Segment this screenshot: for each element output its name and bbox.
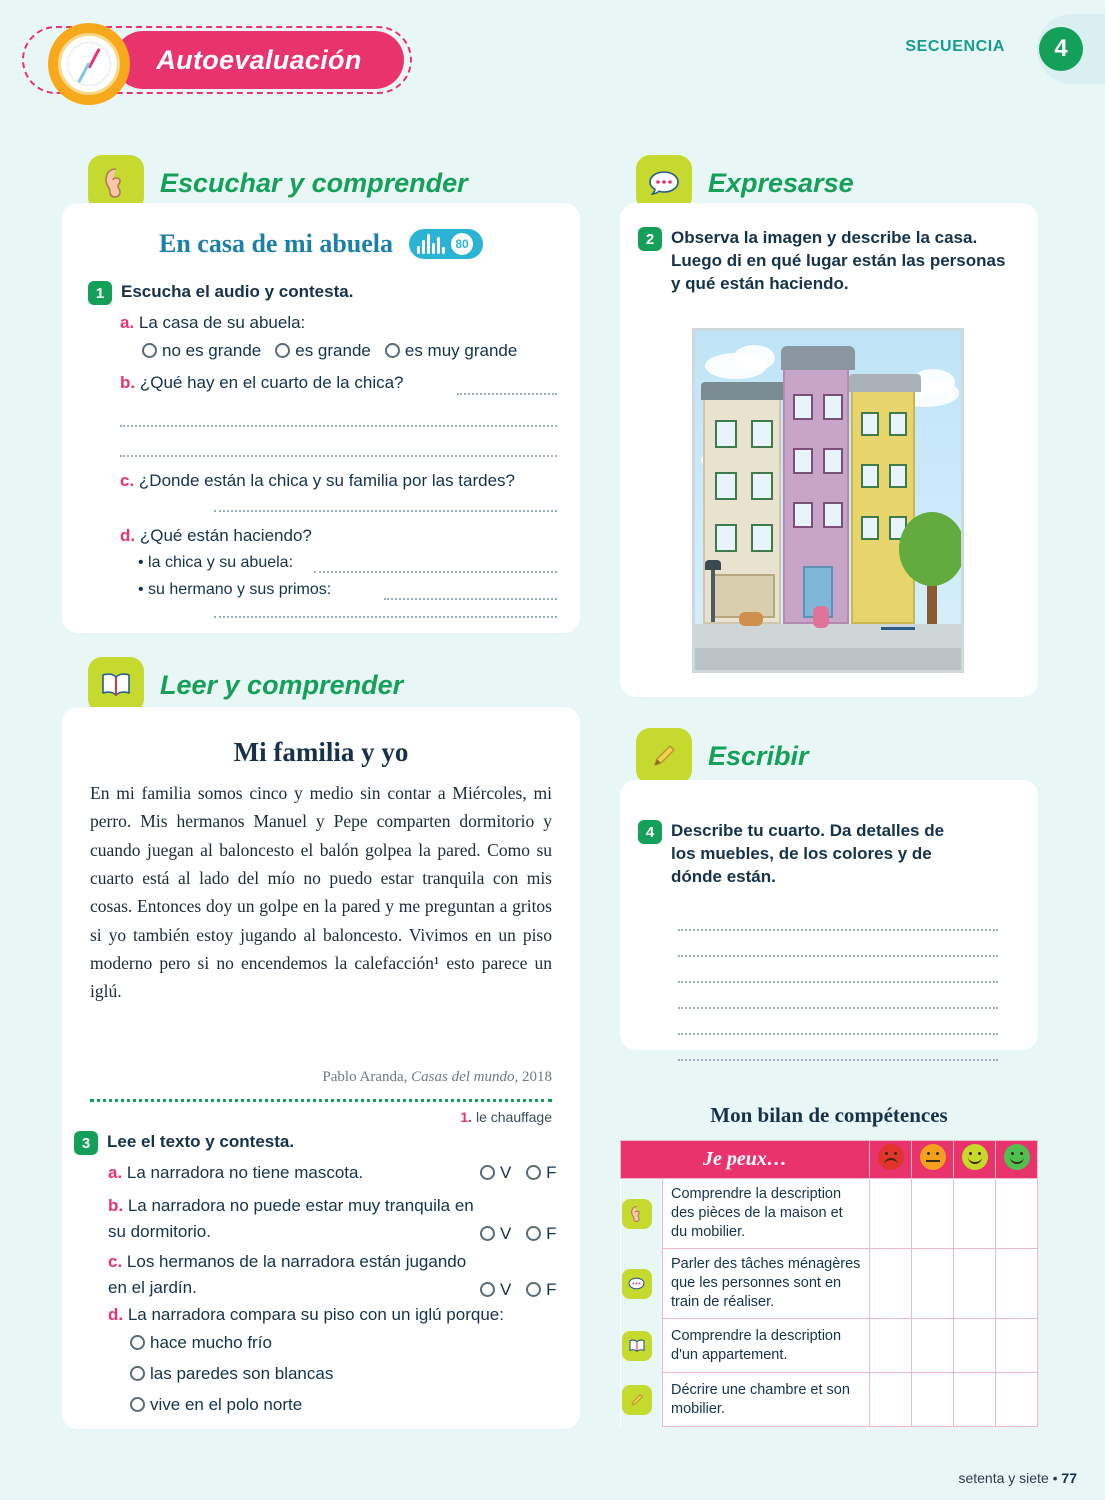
bilan-cell-2-2[interactable] [912,1249,954,1319]
bilan-row-2 [621,1249,1038,1319]
listening-item-d-sub2: • su hermano y sus primos: [138,581,332,598]
pedestrian-figure [813,606,829,628]
page-footer [958,1470,1077,1486]
autoevaluacion-badge [22,26,412,94]
speaking-instruction: Observa la imagen y describe la casa. Luego di en qué lugar están las personas y qué están haciendo. [671,228,1006,293]
face-happy-icon [1004,1144,1030,1170]
speech-bubble-icon-small [622,1269,652,1299]
pencil-icon [636,728,692,784]
option-polo-norte[interactable]: vive en el polo norte [130,1395,302,1415]
writing-line-2[interactable] [678,931,998,957]
vf-a[interactable]: V F [480,1163,556,1183]
compass-dial [58,33,120,95]
listening-item-d-sub1: • la chica y su abuela: [138,554,294,571]
bilan-cell-3-1[interactable] [870,1319,912,1373]
reading-source-author: Pablo Aranda, [322,1069,408,1085]
autoevaluacion-label: Autoevaluación [114,31,404,89]
reading-letter-b: b. [108,1196,124,1215]
section-title-speaking: Expresarse [708,167,854,198]
option-es-muy-grande[interactable]: es muy grande [385,341,517,361]
radio-es-grande[interactable] [275,343,290,358]
bilan-title: Mon bilan de compétences [710,1103,948,1127]
reading-instruction: Lee el texto y contesta. [107,1132,295,1151]
writing-instruction: Describe tu cuarto. Da detalles de los muebles, de los colores y de dónde están. [671,821,945,886]
reading-separator [90,1099,552,1102]
sequence-badge [905,14,1105,84]
bilan-row-4-label: Décrire une chambre et son mobilier. [663,1373,870,1427]
listening-item-b-text: ¿Qué hay en el cuarto de la chica? [139,373,404,392]
radio-hace-mucho-frio[interactable] [130,1335,145,1350]
bilan-table [620,1140,1038,1427]
face-neutral-happy-icon [962,1144,988,1170]
section-title-writing: Escribir [708,740,809,771]
street-lamp-head [705,560,721,570]
speaking-card [620,203,1038,697]
option-hace-mucho-frio[interactable]: hace mucho frío [130,1333,272,1353]
reading-letter-c: c. [108,1252,123,1271]
audio-track-number: 80 [451,233,473,255]
writing-line-4[interactable] [678,983,998,1009]
bilan-row-1 [621,1179,1038,1249]
bilan-cell-4-3[interactable] [954,1373,996,1427]
face-neutral-sad-icon [920,1144,946,1170]
writing-line-5[interactable] [678,1009,998,1035]
cloud-2 [733,345,775,371]
radio-b-v[interactable] [480,1226,495,1241]
pencil-icon-small [622,1385,652,1415]
writing-line-6[interactable] [678,1035,998,1061]
radio-polo-norte[interactable] [130,1397,145,1412]
illustration-road [695,648,961,670]
roof-middle [781,346,855,370]
reading-letter-a: a. [108,1163,123,1182]
option-paredes-blancas[interactable]: las paredes son blancas [130,1364,333,1384]
radio-a-f[interactable] [526,1165,541,1180]
bilan-cell-3-2[interactable] [912,1319,954,1373]
item-letter-c: c. [120,471,135,490]
bilan-header-row [621,1141,1038,1179]
bilan-face-happy[interactable] [996,1141,1038,1179]
bilan-cell-1-3[interactable] [954,1179,996,1249]
radio-c-v[interactable] [480,1282,495,1297]
apartment-building-illustration [692,328,964,673]
exercise-number-1: 1 [88,281,112,305]
answer-line-d3[interactable] [214,616,557,618]
bilan-cell-4-1[interactable] [870,1373,912,1427]
vf-c[interactable]: V F [480,1280,556,1300]
reading-footnote [90,1109,552,1125]
listening-instruction: Escucha el audio y contesta. [121,282,354,301]
reading-letter-d: d. [108,1305,124,1324]
roof-left [701,382,787,400]
reading-source [90,1069,552,1086]
exercise-number-2: 2 [638,227,662,251]
listening-item-a-text: La casa de su abuela: [138,313,306,332]
bilan-row-2-label: Parler des tâches ménagères que les personnes sont en train de réaliser. [663,1249,870,1319]
bilan-row-4 [621,1373,1038,1427]
footnote-number: 1. [460,1109,473,1125]
bilan-row-3-icon [621,1319,663,1373]
bilan-cell-1-4[interactable] [996,1179,1038,1249]
item-letter-d: d. [120,526,136,545]
compass-ticks [67,42,111,86]
ear-icon-small [622,1199,652,1229]
bilan-cell-3-4[interactable] [996,1319,1038,1373]
audio-waveform-icon [417,234,445,254]
radio-c-f[interactable] [526,1282,541,1297]
writing-line-3[interactable] [678,957,998,983]
item-letter-b: b. [120,373,136,392]
reading-card [62,707,580,1429]
building-middle [783,366,849,624]
bicycle-figure [881,608,915,630]
bilan-row-3 [621,1319,1038,1373]
writing-line-1[interactable] [678,905,998,931]
answer-line-b1[interactable] [457,393,557,395]
sequence-number: 4 [1039,27,1083,71]
tree-foliage [899,512,964,586]
dog-figure [739,612,763,626]
reading-question-a: La narradora no tiene mascota. [126,1163,364,1182]
listening-activity-title: En casa de mi abuela [158,229,394,258]
footnote-text: le chauffage [475,1109,552,1125]
reading-source-year: , 2018 [514,1069,552,1085]
page-number: 77 [1061,1470,1077,1486]
open-book-icon-small [622,1331,652,1361]
answer-line-d2[interactable] [384,598,557,600]
option-no-es-grande[interactable]: no es grande [142,341,261,361]
radio-no-es-grande[interactable] [142,343,157,358]
section-title-listening: Escuchar y comprender [160,167,468,198]
answer-line-b3[interactable] [120,455,557,457]
reading-question-d: La narradora compara su piso con un iglú porque: [127,1305,504,1324]
bilan-row-1-label: Comprendre la description des pièces de la maison et du mobilier. [663,1179,870,1249]
writing-answer-lines[interactable] [678,905,998,1061]
reading-body-text: En mi familia somos cinco y medio sin contar a Miércoles, mi perro. Mis hermanos Manuel y Pepe comparten dormitorio y cuando juegan al baloncesto el balón golpea la pared. Como su cuarto está al lado del mío no puedo estar tranquila con mis cosas. Entonces doy un golpe en la pared y me preguntan a gritos si yo también estoy jugando al baloncesto. Vivimos en un piso moderno pero si no encendemos la calefacción¹ esto parece un iglú. [90,783,552,1002]
reading-text-title: Mi familia y yo [233,737,409,767]
compass-icon [48,23,130,105]
bilan-cell-2-1[interactable] [870,1249,912,1319]
bilan-row-1-icon [621,1179,663,1249]
listening-item-d-text: ¿Qué están haciendo? [139,526,312,545]
answer-line-b2[interactable] [120,425,557,427]
bilan-face-neutral-sad[interactable] [912,1141,954,1179]
page-footer-text: setenta y siete • [958,1470,1058,1486]
radio-b-f[interactable] [526,1226,541,1241]
open-book-icon [88,657,144,713]
street-lamp-pole [711,566,715,622]
bilan-cell-4-2[interactable] [912,1373,954,1427]
radio-es-muy-grande[interactable] [385,343,400,358]
answer-line-d1[interactable] [314,571,557,573]
bilan-cell-1-1[interactable] [870,1179,912,1249]
exercise-number-3: 3 [74,1131,98,1155]
face-sad-icon [878,1144,904,1170]
section-title-reading: Leer y comprender [160,669,404,700]
bilan-cell-2-3[interactable] [954,1249,996,1319]
listening-card [62,203,580,633]
bilan-row-3-label: Comprendre la description d'un appartement. [663,1319,870,1373]
building-right [851,388,915,624]
reading-source-work: Casas del mundo [411,1069,515,1085]
bilan-row-4-icon [621,1373,663,1427]
reading-question-c: Los hermanos de la narradora están jugando en el jardín. [108,1252,467,1297]
sequence-label: SECUENCIA [905,38,1005,55]
bilan-row-2-icon [621,1249,663,1319]
bilan-cell-4-4[interactable] [996,1373,1038,1427]
bilan-face-neutral-happy[interactable] [954,1141,996,1179]
bilan-face-sad[interactable] [870,1141,912,1179]
radio-paredes-blancas[interactable] [130,1366,145,1381]
listening-item-c-text: ¿Donde están la chica y su familia por las tardes? [138,471,515,490]
audio-track-badge[interactable] [409,229,483,259]
section-header-reading [88,657,403,713]
roof-right [849,374,921,392]
section-header-writing [636,728,809,784]
bilan-header-label: Je peux… [621,1141,870,1179]
radio-a-v[interactable] [480,1165,495,1180]
reading-question-b: La narradora no puede estar muy tranquila en su dormitorio. [108,1196,474,1241]
bilan-cell-1-2[interactable] [912,1179,954,1249]
vf-b[interactable]: V F [480,1224,556,1244]
writing-card [620,780,1038,1050]
exercise-number-4: 4 [638,820,662,844]
option-es-grande[interactable]: es grande [275,341,371,361]
answer-line-c[interactable] [214,510,557,512]
bilan-cell-2-4[interactable] [996,1249,1038,1319]
item-letter-a: a. [120,313,135,332]
bilan-cell-3-3[interactable] [954,1319,996,1373]
